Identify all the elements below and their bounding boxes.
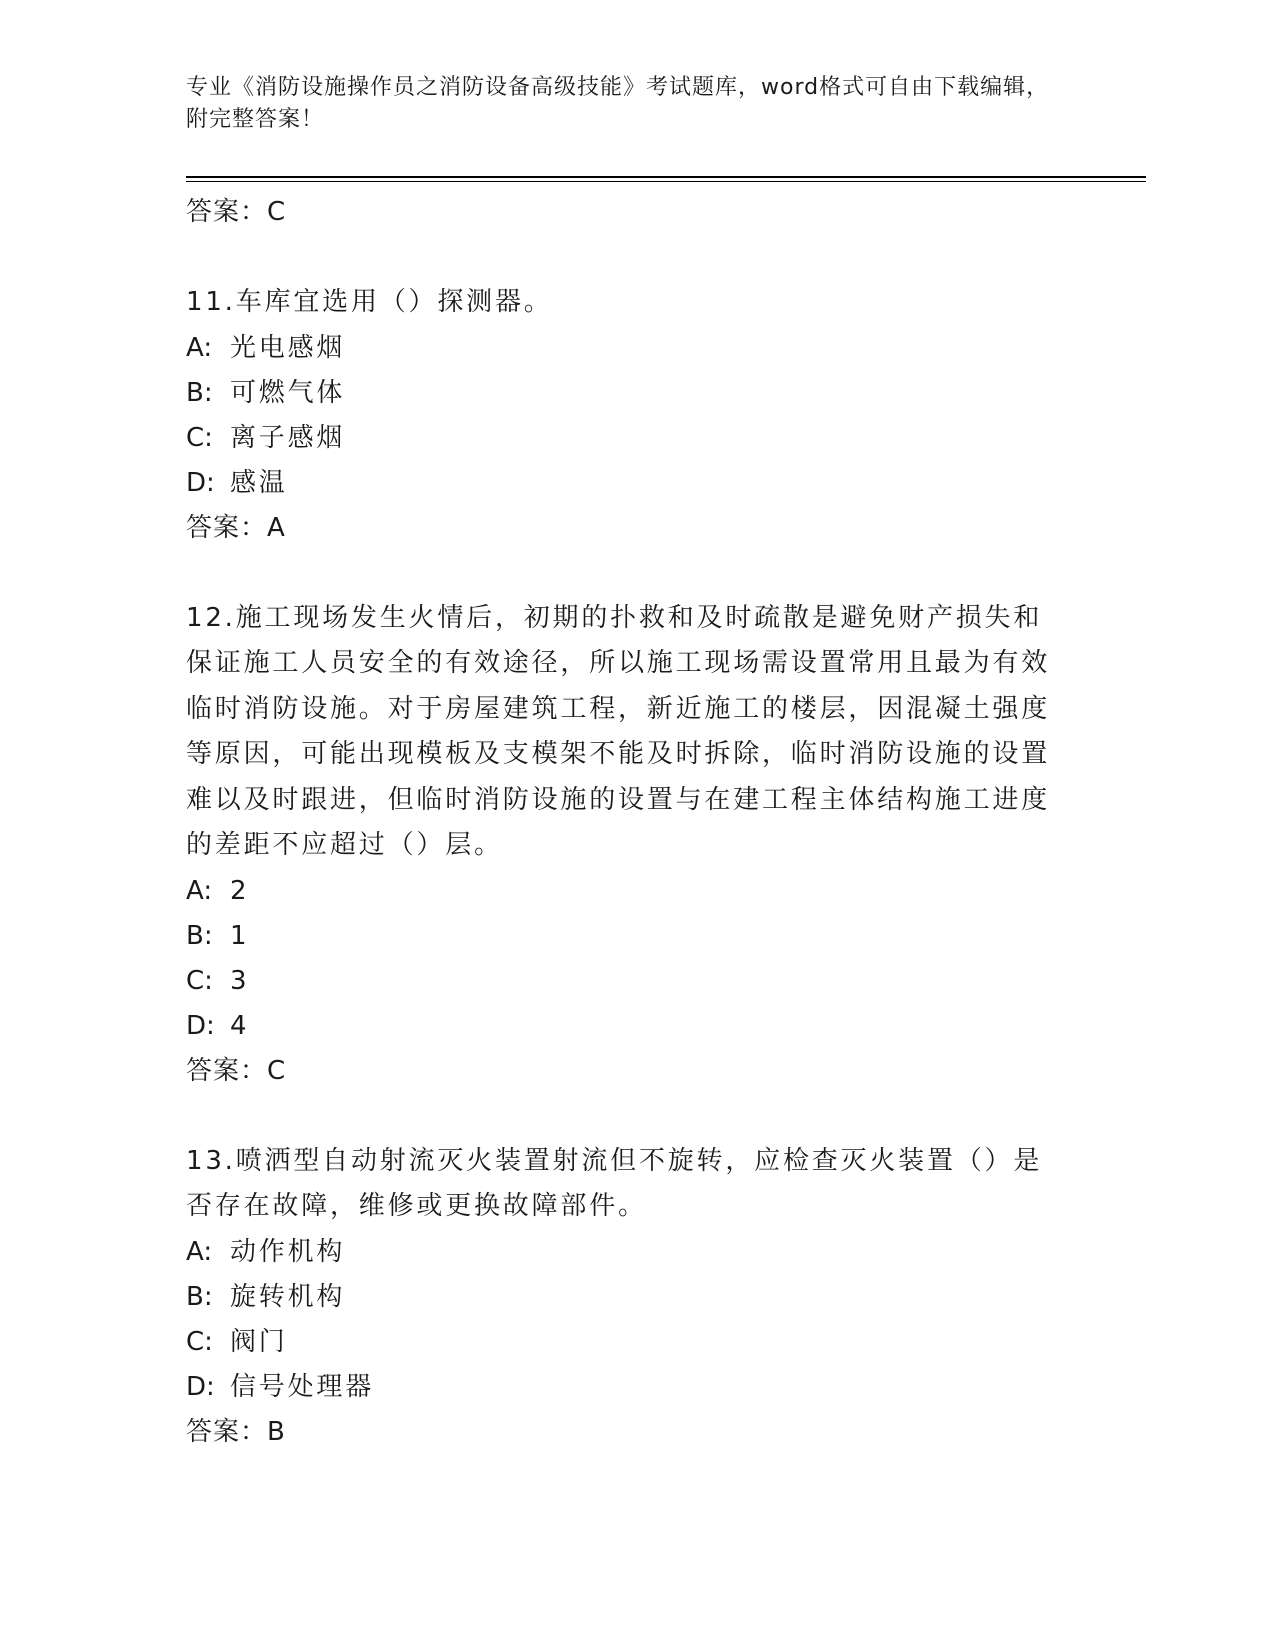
option-text: 3 xyxy=(230,965,250,996)
option-d xyxy=(186,1365,1066,1410)
option-text: 动作机构 xyxy=(230,1236,346,1267)
option-text: 1 xyxy=(230,920,250,951)
option-key: A: xyxy=(186,1236,213,1267)
option-key: B: xyxy=(186,377,213,408)
option-key: B: xyxy=(186,1281,213,1312)
option-a xyxy=(186,326,1066,371)
question-13 xyxy=(186,1139,1066,1454)
question-11 xyxy=(186,280,1066,550)
option-b xyxy=(186,914,1066,959)
option-key: D: xyxy=(186,1371,215,1402)
option-text: 阀门 xyxy=(230,1326,288,1357)
option-text: 旋转机构 xyxy=(230,1281,346,1312)
option-text: 感温 xyxy=(230,467,288,498)
answer: 答案：A xyxy=(186,512,286,543)
option-text: 4 xyxy=(230,1010,250,1041)
previous-answer: 答案：C xyxy=(186,197,287,227)
option-key: C: xyxy=(186,1326,213,1357)
option-b xyxy=(186,371,1066,416)
option-b xyxy=(186,1275,1066,1320)
question-stem: 11.车库宜选用（）探测器。 xyxy=(186,287,553,317)
option-text: 2 xyxy=(230,875,250,906)
question-12 xyxy=(186,596,1066,1093)
option-c xyxy=(186,959,1066,1004)
option-key: D: xyxy=(186,467,215,498)
header-divider-thin xyxy=(186,181,1146,182)
option-text: 信号处理器 xyxy=(230,1371,375,1402)
option-a xyxy=(186,869,1066,914)
question-list xyxy=(186,190,1066,1454)
option-text: 光电感烟 xyxy=(230,332,346,363)
option-text: 可燃气体 xyxy=(230,377,346,408)
answer: 答案：B xyxy=(186,1416,286,1447)
option-key: A: xyxy=(186,332,213,363)
option-d xyxy=(186,1004,1066,1049)
option-key: D: xyxy=(186,1010,215,1041)
document-header: 专业《消防设施操作员之消防设备高级技能》考试题库，word格式可自由下载编辑，附完整答案！ xyxy=(186,75,1050,132)
option-c xyxy=(186,1320,1066,1365)
header-divider-thick xyxy=(186,176,1146,178)
option-key: C: xyxy=(186,422,213,453)
option-text: 离子感烟 xyxy=(230,422,346,453)
question-stem: 12.施工现场发生火情后，初期的扑救和及时疏散是避免财产损失和保证施工人员安全的有效途径，所以施工现场需设置常用且最为有效临时消防设施。对于房屋建筑工程，新近施工的楼层，因混凝土强度等原因，可能出现模板及支模架不能及时拆除，临时消防设施的设置难以及时跟进，但临时消防设施的设置与在建工程主体结构施工进度的差距不应超过（）层。 xyxy=(186,602,1051,860)
option-key: B: xyxy=(186,920,213,951)
option-a xyxy=(186,1230,1066,1275)
option-key: C: xyxy=(186,965,213,996)
option-d xyxy=(186,461,1066,506)
option-c xyxy=(186,416,1066,461)
question-stem: 13.喷洒型自动射流灭火装置射流但不旋转，应检查灭火装置（）是否存在故障，维修或更换故障部件。 xyxy=(186,1145,1043,1221)
answer: 答案：C xyxy=(186,1055,287,1086)
option-key: A: xyxy=(186,875,213,906)
